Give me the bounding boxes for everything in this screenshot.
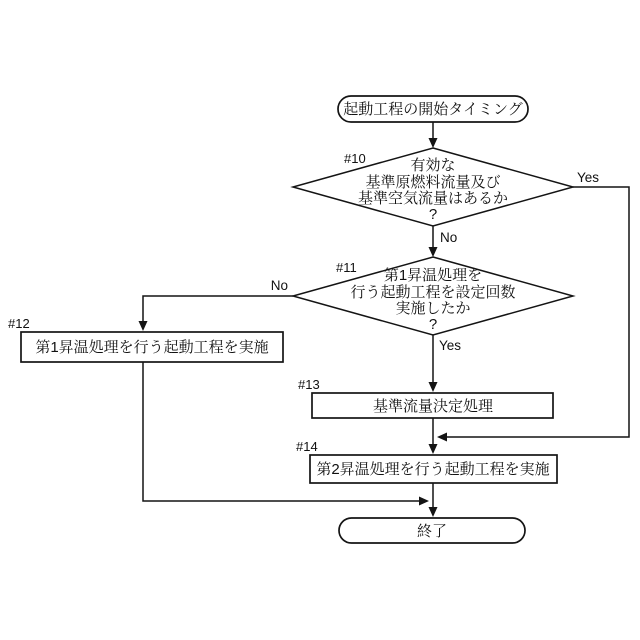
decision-10 (293, 148, 599, 245)
process-12-step-label: #12 (8, 316, 30, 331)
decision-11-text-line2: 行う起動工程を設定回数 (350, 284, 516, 301)
end-terminal (339, 518, 525, 543)
decision-11 (271, 257, 573, 353)
decision-11-yes-label: Yes (439, 338, 462, 353)
decision-11-step-label: #11 (336, 260, 357, 275)
start-terminal (338, 96, 528, 122)
arrowhead-into-p12 (139, 321, 148, 331)
arrowhead-into-end (429, 507, 438, 517)
edge-d11-no-branch (143, 296, 293, 329)
process-12-label: 第1昇温処理を行う起動工程を実施 (35, 339, 269, 356)
arrowhead-into-p14 (429, 444, 438, 454)
arrowhead-into-d11 (429, 247, 438, 257)
arrowhead-into-p13 (429, 382, 438, 392)
process-13-label: 基準流量決定処理 (372, 398, 494, 415)
process-14-label: 第2昇温処理を行う起動工程を実施 (316, 461, 550, 478)
arrowhead-into-d10 (429, 138, 438, 148)
decision-10-step-label: #10 (344, 151, 366, 166)
decision-11-text-line3: 実施したか (395, 300, 471, 317)
end-terminal-label: 終了 (416, 523, 448, 540)
decision-11-text-line1: 第1昇温処理を (383, 267, 483, 284)
decision-10-text-line3: 基準空気流量はあるか (357, 190, 509, 207)
decision-11-text-line4: ? (428, 316, 438, 333)
arrowhead-yes-join (437, 433, 447, 442)
start-terminal-label: 起動工程の開始タイミング (343, 101, 523, 118)
process-13 (298, 377, 553, 418)
decision-10-text-line2: 基準原燃料流量及び (365, 174, 501, 191)
decision-10-text-line4: ? (428, 206, 438, 223)
decision-10-no-label: No (440, 230, 458, 245)
process-14 (296, 439, 557, 483)
process-14-step-label: #14 (296, 439, 318, 454)
decision-11-no-label: No (270, 278, 288, 293)
decision-10-yes-label: Yes (577, 170, 600, 185)
decision-10-text-line1: 有効な (410, 157, 456, 174)
process-13-step-label: #13 (298, 377, 320, 392)
arrowhead-p12-join (419, 497, 429, 506)
